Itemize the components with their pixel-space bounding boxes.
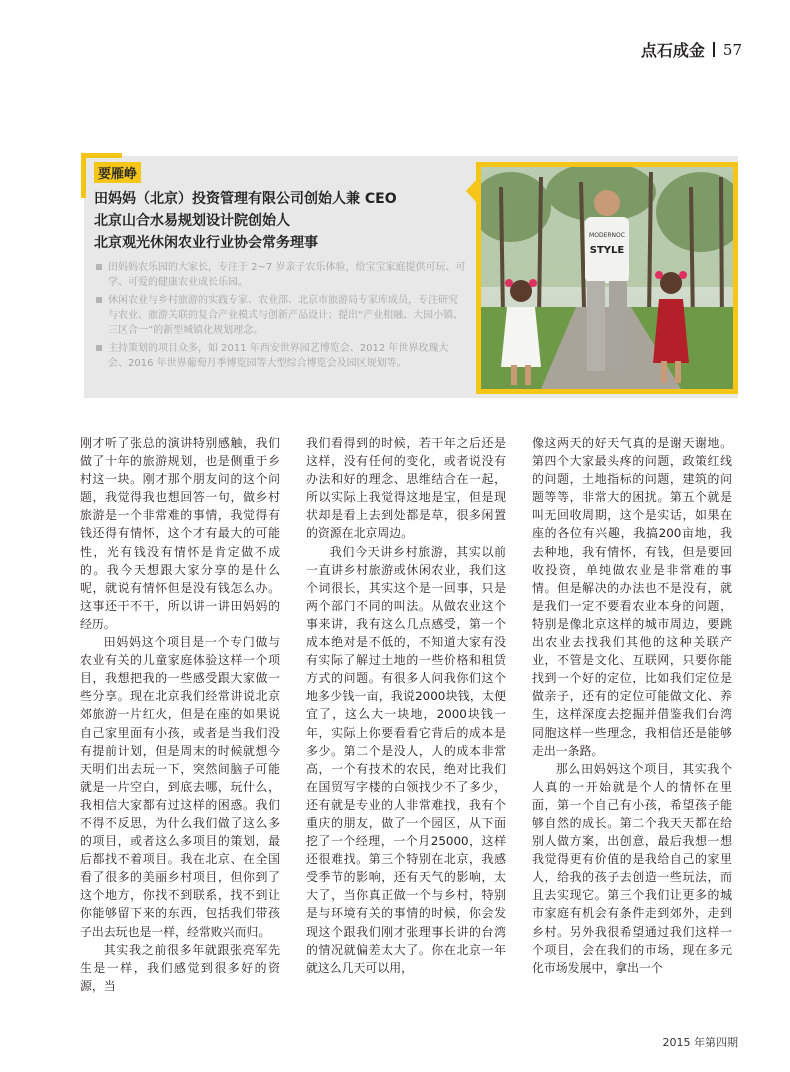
profile-title-2: 北京山合水易规划设计院创始人 (94, 213, 290, 229)
profile-text (94, 162, 466, 374)
article-paragraph: 像这两天的好天气真的是谢天谢地。第四个大家最头疼的问题，政策红线的问题，土地指标的问题，建筑的问题等等，非常大的困扰。第五个就是叫无回收周期，这个是实话，如果在座的各位有兴趣，我搞200亩地，我去种地，我有情怀，有钱，但是要回收投资，单纯做农业是非常难的事情。但是解决的办法也不是没有，就是我们一定不要看农业本身的问题，特别是像北京这样的城市周边，要跳出农业去找我们其他的这种关联产业，不管是文化、互联网，只要你能找到一个好的定位，比如我们定位是做亲子，还有的定位可能做文化、养生，这样深度去挖掘并借鉴我们台湾同胞这样一些理念，我相信还是能够走出一条路。 (532, 436, 732, 758)
profile-bullet-3: 主持策划的项目众多，如 2011 年西安世界园艺博览会、2012 年世界玫瑰大会、2016 年世界葡萄月季博览园等大型综合博览会及园区规划等。 (94, 341, 466, 371)
article-column-3 (532, 434, 732, 977)
shirt-text-1: MODERNOC (589, 232, 625, 239)
article-paragraph: 那么田妈妈这个项目，其实我个人真的一开始就是个人的情怀在里面，第一个自己有小孩，希望孩子能够自然的成长。第二个我天天都在给别人做方案，出创意，最后我想一想我觉得更有价值的是我给自己的家里人，给我的孩子去创造一些玩法，而且去实现它。第三个我们让更多的城市家庭有机会有条件走到郊外，走到乡村。另外我很希望通过我们这样一个项目，会在我们的市场，现在多元化市场发展中，拿出一个 (532, 761, 732, 975)
profile-title-3: 北京观光休闲农业行业协会常务理事 (94, 235, 318, 251)
profile-title-1: 田妈妈（北京）投资管理有限公司创始人兼 CEO (94, 191, 397, 207)
article-paragraph: 我们今天讲乡村旅游，其实以前一直讲乡村旅游或休闲农业，我们这个词很长，其实这个是一回事，只是两个部门不同的叫法。从做农业这个事来讲，我有这么几点感受，第一个成本绝对是不低的，不知道大家有没有实际了解过土地的一些价格和租赁方式的问题。有很多人问我你们这个地多少钱一亩，我说2000块钱，太便宜了，这么大一块地，2000块钱一年，实际上你要看看它背后的成本是多少。第二个是没人，人的成本非常高，一个有技术的农民，绝对比我们在国贸写字楼的白领找少不了多少，还有就是专业的人非常难找，我有个重庆的朋友，做了一个园区，从下面挖了一个经理，一个月25000，这样还很难找。第三个特别在北京，我感受季节的影响，还有天气的影响，太大了，当你真正做一个与乡村，特别是与环境有关的事情的时候，你会发现这个跟我们刚才张理事长讲的台湾的情况就偏差太大了。你在北京一年就这么几天可以用， (306, 544, 506, 975)
profile-photo (476, 162, 738, 394)
article-column-2 (306, 434, 506, 977)
profile-titles (94, 188, 466, 254)
profile-bullet-2: 休闲农业与乡村旅游的实践专家、农业部、北京市旅游局专家库成员，专注研究与农业、旅游关联的复合产业模式与创新产品设计；提出“产业相融、大园小镇、三区合一”的新型城镇化规划理念。 (94, 293, 466, 338)
section-title: 点石成金 (640, 41, 705, 60)
profile-box (84, 156, 738, 398)
article-paragraph: 田妈妈这个项目是一个专门做与农业有关的儿童家庭体验这样一个项目，我想把我的一些感受跟大家做一些分享。现在北京我们经常讲说北京郊旅游一片红火，但是在座的如果说自己家里面有小孩，或者是当我们没有提前计划，但是周末的时候就想今天明们出去玩一下，突然间脑子可能就是一片空白，到底去哪，玩什么，我相信大家都有过这样的困惑。我们不得不反思，为什么我们做了这么多的项目，或者这么多项目的策划，最后都找不着项目。我在北京、在全国看了很多的美丽乡村项目，但你到了这个地方，你找不到联系，找不到让你能够留下来的东西，包括我们带孩子出去玩也是一样，经常败兴而归。 (80, 635, 280, 939)
article-column-1 (80, 434, 280, 995)
photo-border (476, 162, 738, 394)
article-paragraph: 我们看得到的时候，若干年之后还是这样，没有任何的变化，或者说没有办法和好的理念、思维结合在一起，所以实际上我觉得这地是宝，但是现状却是看上去到处都是草，很多闲置的资源在北京周边。 (306, 436, 506, 541)
running-header (641, 38, 742, 61)
article-paragraph: 其实我之前很多年就跟张亮军先生是一样，我们感觉到很多好的资源，当 (80, 942, 280, 993)
page-number: 57 (722, 40, 742, 59)
profile-bullets (94, 260, 466, 371)
profile-name: 要雁峥 (94, 162, 141, 183)
profile-bullet-1: 田妈妈农乐园的大家长，专注于 2~7 岁亲子农乐体验，给宝宝家庭提供可玩、可学、可爱的健康农业成长乐园。 (94, 260, 466, 290)
header-divider (713, 42, 715, 57)
article-paragraph: 刚才听了张总的演讲特别感触，我们做了十年的旅游规划，也是侧重于乡村这一块。刚才那个朋友问的这个问题，我觉得我也想回答一句，做乡村旅游是一个非常难的事情，我觉得有钱还得有情怀，这个才有最大的可能性，光有钱没有情怀是肯定做不成的。我今天想跟大家分享的是什么呢，就说有情怀但是没有钱怎么办。这事还干不干，所以讲一讲田妈妈的经历。 (80, 436, 280, 631)
issue-footer: 2015 年第四期 (662, 1036, 738, 1049)
shirt-text-2: STYLE (589, 245, 625, 256)
